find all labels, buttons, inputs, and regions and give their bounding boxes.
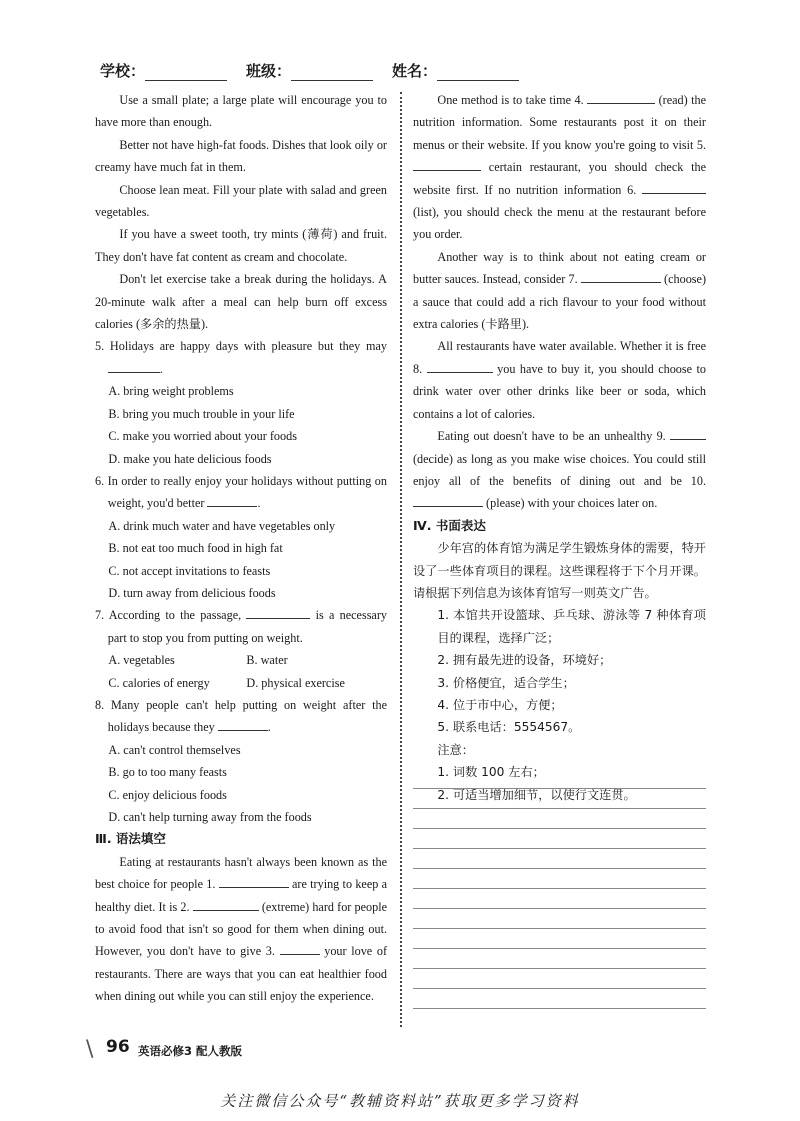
q6-option-c[interactable]: C. not accept invitations to feasts bbox=[108, 563, 271, 578]
right-column bbox=[413, 89, 706, 806]
blank-10[interactable] bbox=[413, 494, 483, 507]
grammar-passage: Eating at restaurants hasn't always been known as the best choice for people 1. are trying to keep a healthy diet. It is 2. (extreme) hard for people to avoid food that isn't so good for them when dining out. However, you don't have to give 3. your love of restaurants. There are ways that you can eat healthier food when dining out while you can still enjoy the experience. bbox=[95, 854, 388, 1004]
blank-6[interactable] bbox=[642, 181, 706, 194]
name-label: 姓名： bbox=[392, 62, 438, 80]
school-field bbox=[100, 60, 227, 81]
writing-item-1: 1. 本馆共开设篮球、乒乓球、游泳等 7 种体育项目的课程，选择广泛； bbox=[437, 608, 706, 645]
section-4-heading: Ⅳ. 书面表达 bbox=[413, 517, 486, 533]
name-blank[interactable] bbox=[437, 66, 519, 81]
writing-line[interactable] bbox=[413, 928, 706, 929]
blank-9[interactable] bbox=[670, 427, 706, 440]
blank-8[interactable] bbox=[427, 360, 493, 373]
tip-lean-meat: Choose lean meat. Fill your plate with salad and green vegetables. bbox=[95, 182, 387, 220]
q7-options-row-2 bbox=[95, 672, 387, 694]
page-number: 96 bbox=[106, 1037, 130, 1057]
q7-option-d[interactable]: D. physical exercise bbox=[246, 675, 345, 690]
q8-option-a[interactable]: A. can't control themselves bbox=[108, 742, 241, 757]
q7-option-c[interactable]: C. calories of energy bbox=[108, 675, 210, 690]
writing-line[interactable] bbox=[413, 828, 706, 829]
q7-option-a[interactable]: A. vegetables bbox=[108, 653, 175, 668]
tip-high-fat: Better not have high-fat foods. Dishes that look oily or creamy have much fat in them. bbox=[95, 137, 387, 175]
q5-option-d[interactable]: D. make you hate delicious foods bbox=[108, 451, 272, 466]
note-1: 1. 词数 100 左右； bbox=[437, 765, 545, 780]
writing-line[interactable] bbox=[413, 788, 706, 789]
blank-5[interactable] bbox=[413, 158, 481, 171]
q6-option-d[interactable]: D. turn away from delicious foods bbox=[108, 585, 276, 600]
class-label: 班级： bbox=[246, 62, 292, 80]
question-5: 5. Holidays are happy days with pleasure but they may . bbox=[95, 339, 387, 376]
q5-option-a[interactable]: A. bring weight problems bbox=[108, 384, 234, 399]
left-column bbox=[95, 89, 387, 1008]
writing-prompt: 少年宫的体育馆为满足学生锻炼身体的需要，特开设了一些体育项目的课程。这些课程将于下个月开课。请根据下列信息为该体育馆写一则英文广告。 bbox=[413, 541, 706, 600]
writing-item-2: 2. 拥有最先进的设备，环境好； bbox=[437, 653, 612, 668]
blank-7[interactable] bbox=[581, 270, 661, 283]
note-2: 2. 可适当增加细节，以使行文连贯。 bbox=[437, 787, 636, 802]
grammar-passage-choices: Eating out doesn't have to be an unhealthy 9. (decide) as long as you make wise choices. You could still enjoy all of the benefits of dining out and be 10. (please) with your choices later on. bbox=[413, 429, 706, 511]
blank-3[interactable] bbox=[280, 942, 320, 955]
name-field bbox=[392, 60, 519, 81]
blank-2[interactable] bbox=[193, 898, 259, 911]
blank-1[interactable] bbox=[219, 875, 289, 888]
q8-option-d[interactable]: D. can't help turning away from the foods bbox=[108, 810, 312, 824]
question-7: 7. According to the passage, is a necessary part to stop you from putting on weight. bbox=[95, 608, 387, 645]
grammar-passage-water: All restaurants have water available. Whether it is free 8. you have to buy it, you should choose to drink water over other drinks like beer or soda, which contains a lot of calories. bbox=[413, 339, 707, 421]
writing-line[interactable] bbox=[413, 948, 706, 949]
grammar-passage-sauces: Another way is to think about not eating cream or butter sauces. Instead, consider 7. (choose) a sauce that could add a rich flavour to your food without extra calories (卡路里). bbox=[413, 249, 707, 332]
writing-item-5: 5. 联系电话：5554567。 bbox=[437, 720, 581, 735]
q6-option-b[interactable]: B. not eat too much food in high fat bbox=[108, 541, 283, 556]
grammar-passage-method: One method is to take time 4. (read) the nutrition information. Some restaurants post it on their menus or their website. If you know you're going to visit 5. certain restaurant, you should check the website first. If no nutrition information 6. (list), you should check the menu at the restaurant before you order. bbox=[413, 93, 707, 242]
q6-option-a[interactable]: A. drink much water and have vegetables only bbox=[108, 518, 336, 533]
promo-note: 关注微信公众号“教辅资料站”获取更多学习资料 bbox=[220, 1092, 580, 1110]
tip-small-plate: Use a small plate; a large plate will encourage you to have more than enough. bbox=[95, 93, 387, 130]
book-title: 英语必修3 配人教版 bbox=[138, 1044, 243, 1058]
school-blank[interactable] bbox=[145, 66, 227, 81]
writing-line[interactable] bbox=[413, 1008, 706, 1009]
writing-line[interactable] bbox=[413, 868, 706, 869]
blank-4[interactable] bbox=[587, 91, 655, 104]
writing-line[interactable] bbox=[413, 848, 706, 849]
q7-options-row-1 bbox=[95, 649, 387, 671]
class-field bbox=[246, 60, 373, 81]
writing-item-4: 4. 位于市中心，方便； bbox=[437, 697, 563, 712]
q5-option-c[interactable]: C. make you worried about your foods bbox=[108, 429, 297, 444]
tip-sweet-tooth: If you have a sweet tooth, try mints (薄荷) and fruit. They don't have fat content as cream and chocolate. bbox=[95, 227, 387, 264]
writing-line[interactable] bbox=[413, 888, 706, 889]
writing-line[interactable] bbox=[413, 968, 706, 969]
column-divider bbox=[400, 92, 402, 1027]
tip-exercise: Don't let exercise take a break during the holidays. A 20-minute walk after a meal can help burn off excess calories (多余的热量). bbox=[95, 272, 387, 332]
question-6: 6. In order to really enjoy your holidays without putting on weight, you'd better . bbox=[95, 473, 387, 511]
q7-option-b[interactable]: B. water bbox=[246, 653, 288, 668]
writing-item-3: 3. 价格便宜，适合学生； bbox=[437, 675, 575, 690]
footer-slash-mark: \ bbox=[86, 1037, 94, 1062]
writing-line[interactable] bbox=[413, 988, 706, 989]
writing-line[interactable] bbox=[413, 808, 706, 809]
section-3-heading: Ⅲ. 语法填空 bbox=[95, 831, 166, 847]
q6-blank[interactable] bbox=[207, 494, 257, 507]
q8-blank[interactable] bbox=[218, 718, 268, 731]
question-8: 8. Many people can't help putting on weight after the holidays because they . bbox=[95, 697, 387, 735]
writing-line[interactable] bbox=[413, 908, 706, 909]
q7-blank[interactable] bbox=[246, 606, 310, 619]
q5-blank[interactable] bbox=[108, 360, 160, 373]
q5-option-b[interactable]: B. bring you much trouble in your life bbox=[108, 406, 295, 421]
class-blank[interactable] bbox=[291, 66, 373, 81]
q8-option-b[interactable]: B. go to too many feasts bbox=[108, 765, 227, 780]
q8-option-c[interactable]: C. enjoy delicious foods bbox=[108, 787, 227, 802]
school-label: 学校： bbox=[100, 62, 146, 80]
note-title: 注意： bbox=[437, 742, 474, 757]
